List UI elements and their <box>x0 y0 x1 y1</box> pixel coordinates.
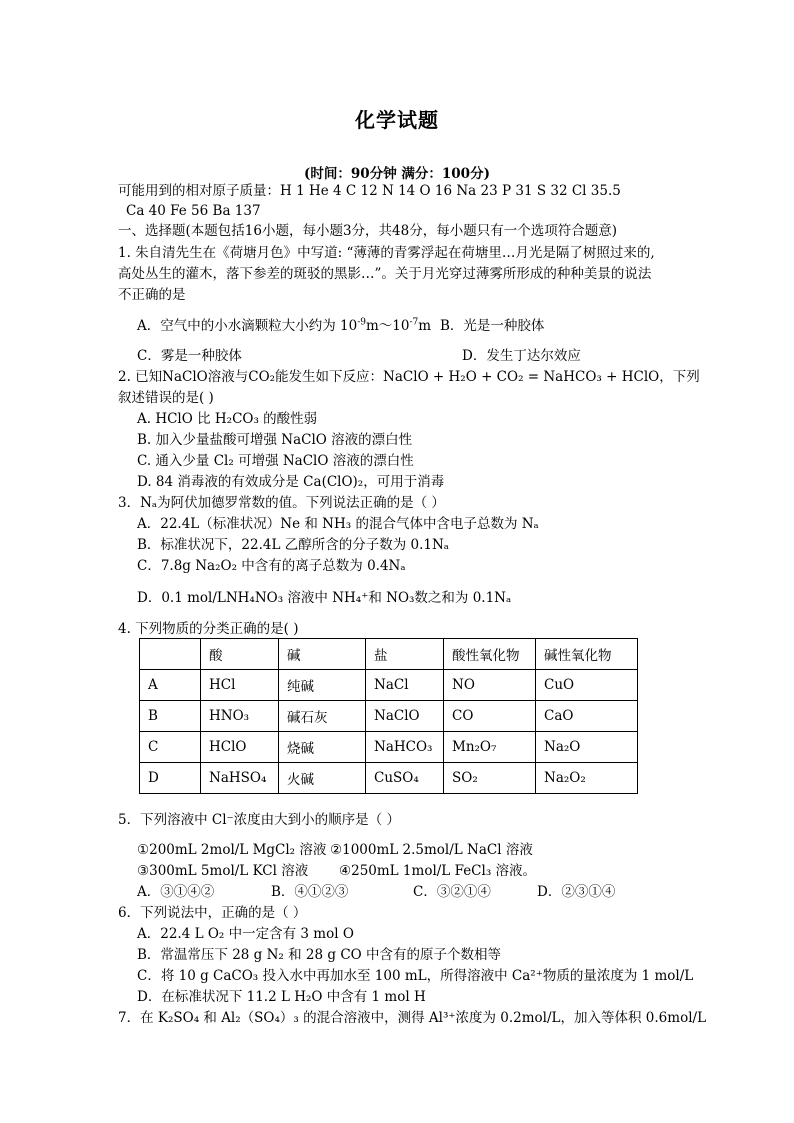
table-cell: 碱 <box>279 639 366 670</box>
q6-option-a: A．22.4 L O₂ 中一定含有 3 mol O <box>137 926 354 942</box>
table-cell: NaHSO₄ <box>201 763 279 794</box>
q5-option-a: A．③①④② <box>137 884 215 900</box>
q2-stem-line-1: 2. 已知NaClO溶液与CO₂能发生如下反应：NaClO + H₂O + CO₂ = NaHCO₃ + HClO，下列 <box>118 369 700 385</box>
q1-option-c: C．雾是一种胶体 <box>137 348 242 364</box>
table-cell: CuSO₄ <box>366 763 444 794</box>
q7-stem: 7．在 K₂SO₄ 和 Al₂（SO₄）₃ 的混合溶液中，测得 Al³⁺浓度为 0.2mol/L，加入等体积 0.6mol/L <box>118 1010 707 1026</box>
atomic-mass-line-2: Ca 40 Fe 56 Ba 137 <box>126 203 261 219</box>
q2-stem-line-2: 叙述错误的是( ) <box>118 390 214 406</box>
q5-option-c: C．③②①④ <box>413 884 491 900</box>
classification-table <box>139 638 638 794</box>
q5-stem: 5．下列溶液中 Cl⁻浓度由大到小的顺序是（ ） <box>118 812 400 828</box>
table-cell: 火碱 <box>279 763 366 794</box>
q5-option-d: D．②③①④ <box>537 884 616 900</box>
q6-option-d: D．在标准状况下 11.2 L H₂O 中含有 1 mol H <box>137 989 426 1005</box>
q5-solution-1: ①200mL 2mol/L MgCl₂ 溶液 <box>137 842 327 858</box>
q2-option-b: B. 加入少量盐酸可增强 NaClO 溶液的漂白性 <box>137 432 413 448</box>
table-cell: NaHCO₃ <box>366 732 444 763</box>
q1-stem-line-1: 1. 朱自清先生在《荷塘月色》中写道: “薄薄的青雾浮起在荷塘里…月光是隔了树照过来的, <box>118 245 655 261</box>
q4-stem: 4. 下列物质的分类正确的是( ) <box>118 621 299 637</box>
q3-option-a: A．22.4L（标准状况）Ne 和 NH₃ 的混合气体中含电子总数为 Nₐ <box>137 516 539 532</box>
q5-solution-4: ④250mL 1mol/L FeCl₃ 溶液。 <box>339 863 537 879</box>
table-cell: NaClO <box>366 701 444 732</box>
table-cell: Mn₂O₇ <box>444 732 536 763</box>
q5-solution-3: ③300mL 5mol/L KCl 溶液 <box>137 863 309 879</box>
q1-option-a: A．空气中的小水滴颗粒大小约为 $10^{-9}m\sim 10^{-7}m$ <box>137 317 432 334</box>
q2-option-a: A. HClO 比 H₂CO₃ 的酸性弱 <box>137 411 318 427</box>
table-cell: Na₂O₂ <box>536 763 638 794</box>
q6-option-c: C．将 10 g CaCO₃ 投入水中再加水至 100 mL，所得溶液中 Ca²⁺物质的量浓度为 1 mol/L <box>137 968 694 984</box>
exam-time-info: (时间：90分钟 满分：100分) <box>304 166 490 182</box>
table-cell: 纯碱 <box>279 670 366 701</box>
q1-stem-line-3: 不正确的是 <box>118 287 186 303</box>
table-cell: Na₂O <box>536 732 638 763</box>
table-cell: CuO <box>536 670 638 701</box>
q3-option-d: D．0.1 mol/LNH₄NO₃ 溶液中 NH₄⁺和 NO₃数之和为 0.1Nₐ <box>137 590 512 606</box>
q5-solution-2: ②1000mL 2.5mol/L NaCl 溶液 <box>330 842 533 858</box>
q5-option-b: B．④①②③ <box>271 884 349 900</box>
q1-option-b: B．光是一种胶体 <box>440 318 545 334</box>
table-cell: NaCl <box>366 670 444 701</box>
table-cell: C <box>140 732 201 763</box>
page-title: 化学试题 <box>355 108 439 132</box>
atomic-mass-line-1: 可能用到的相对原子质量：H 1 He 4 C 12 N 14 O 16 Na 23 P 31 S 32 Cl 35.5 <box>118 183 621 199</box>
section-heading: 一、选择题(本题包括16小题，每小题3分，共48分，每小题只有一个选项符合题意) <box>118 223 617 239</box>
table-cell: NO <box>444 670 536 701</box>
q6-stem: 6．下列说法中，正确的是（ ） <box>118 905 307 921</box>
table-cell: 碱性氧化物 <box>536 639 638 670</box>
q3-option-b: B．标准状况下，22.4L 乙醇所含的分子数为 0.1Nₐ <box>137 537 450 553</box>
q1-option-d: D．发生丁达尔效应 <box>462 348 581 364</box>
table-cell: SO₂ <box>444 763 536 794</box>
table-cell: A <box>140 670 201 701</box>
q2-option-d: D. 84 消毒液的有效成分是 Ca(ClO)₂，可用于消毒 <box>137 474 445 490</box>
table-cell: 酸 <box>201 639 279 670</box>
table-cell: CaO <box>536 701 638 732</box>
table-cell: 盐 <box>366 639 444 670</box>
table-cell: D <box>140 763 201 794</box>
table-row <box>140 732 638 763</box>
table-cell: B <box>140 701 201 732</box>
table-cell: HClO <box>201 732 279 763</box>
q3-option-c: C．7.8g Na₂O₂ 中含有的离子总数为 0.4Nₐ <box>137 558 406 574</box>
table-cell: HNO₃ <box>201 701 279 732</box>
table-cell: 碱石灰 <box>279 701 366 732</box>
table-cell <box>140 639 201 670</box>
q1-stem-line-2: 高处丛生的灌木，落下参差的斑驳的黑影…”。关于月光穿过薄雾所形成的种种美景的说法 <box>118 266 652 282</box>
q2-option-c: C. 通入少量 Cl₂ 可增强 NaClO 溶液的漂白性 <box>137 453 414 469</box>
table-row <box>140 670 638 701</box>
q6-option-b: B．常温常压下 28 g N₂ 和 28 g CO 中含有的原子个数相等 <box>137 947 502 963</box>
table-cell: CO <box>444 701 536 732</box>
table-cell: HCl <box>201 670 279 701</box>
table-cell: 烧碱 <box>279 732 366 763</box>
table-cell: 酸性氧化物 <box>444 639 536 670</box>
table-header-row <box>140 639 638 670</box>
q3-stem: 3．Nₐ为阿伏加德罗常数的值。下列说法正确的是（ ） <box>118 495 445 511</box>
table-row <box>140 701 638 732</box>
table-row <box>140 763 638 794</box>
